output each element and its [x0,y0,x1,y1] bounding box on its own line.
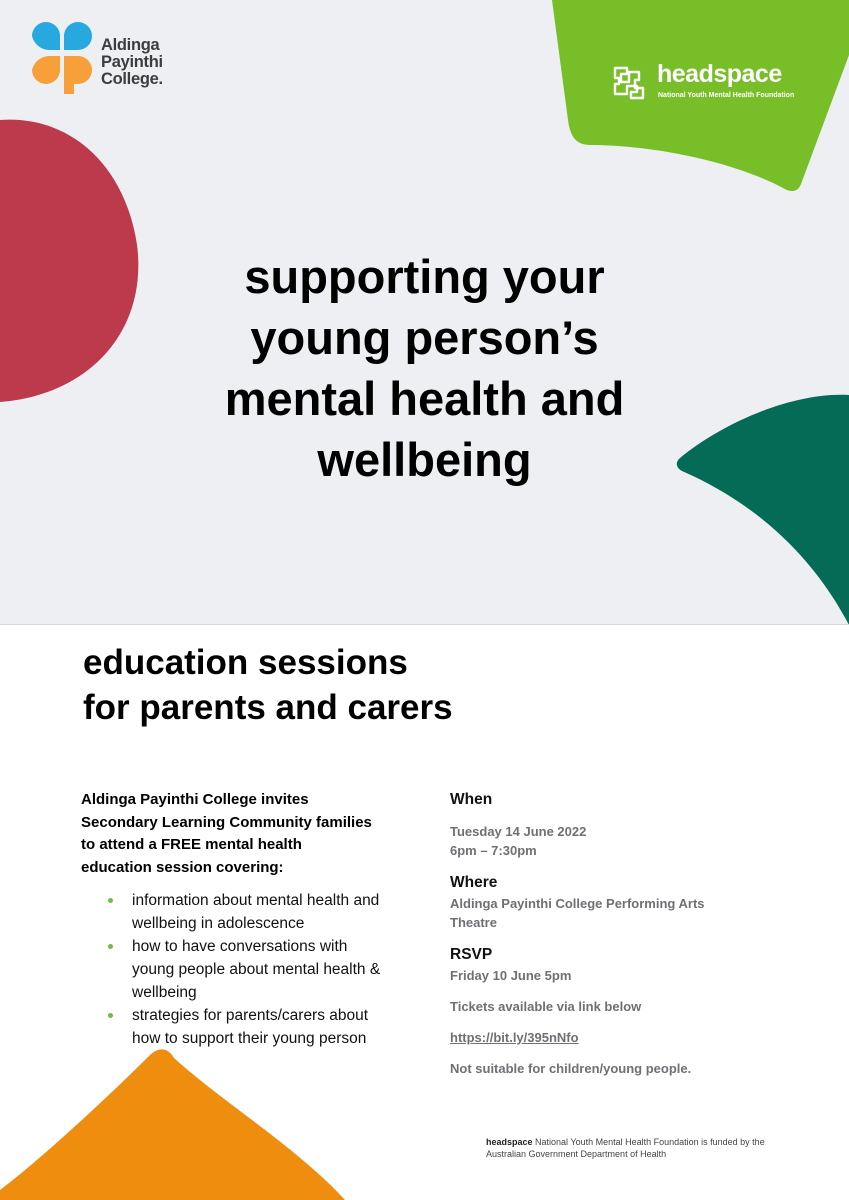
age-note: Not suitable for children/young people. [450,1061,692,1076]
invitation-section [81,789,421,1050]
college-name: Aldinga Payinthi College. [101,36,163,88]
page-subtitle: education sessions for parents and carers [83,643,453,727]
when-text: Tuesday 14 June 2022 6pm – 7:30pm [450,824,587,858]
headspace-logo-icon [611,62,651,102]
list-item [81,889,421,935]
headspace-tagline: National Youth Mental Health Foundation [658,92,795,99]
teal-wedge-shape [677,395,849,625]
topic-text: strategies for parents/carers about how to support their young person [132,1007,369,1047]
page-title: supporting your young person’s mental health and wellbeing [224,250,625,486]
red-blob-shape [0,120,138,402]
bullet-icon [108,1013,113,1018]
when-heading: When [450,791,493,808]
footnote-brand: headspace [486,1137,533,1147]
rsvp-link[interactable]: https://bit.ly/395nNfo [450,1030,579,1045]
footnote-text: National Youth Mental Health Foundation is funded by the Australian Government Department of Health [486,1137,765,1159]
event-details [450,789,810,1078]
where-heading: Where [450,874,498,891]
topic-text: information about mental health and wellbeing in adolescence [132,892,380,932]
topic-text: how to have conversations with young people about mental health & wellbeing [132,938,381,1001]
topic-list [81,889,421,1050]
bullet-icon [108,944,113,949]
section-divider [0,624,849,625]
list-item [81,935,421,1004]
where-text: Aldinga Payinthi College Performing Arts Theatre [450,896,705,930]
rsvp-text: Friday 10 June 5pm [450,968,572,983]
rsvp-heading: RSVP [450,946,493,963]
headspace-name: headspace [657,60,782,88]
invitation-intro: Aldinga Payinthi College invites Secondary Learning Community families to attend a FREE mental health education session covering: [81,791,372,876]
bullet-icon [108,898,113,903]
orange-shape [0,1040,360,1200]
funding-footnote [486,1137,806,1160]
tickets-text: Tickets available via link below [450,999,642,1014]
